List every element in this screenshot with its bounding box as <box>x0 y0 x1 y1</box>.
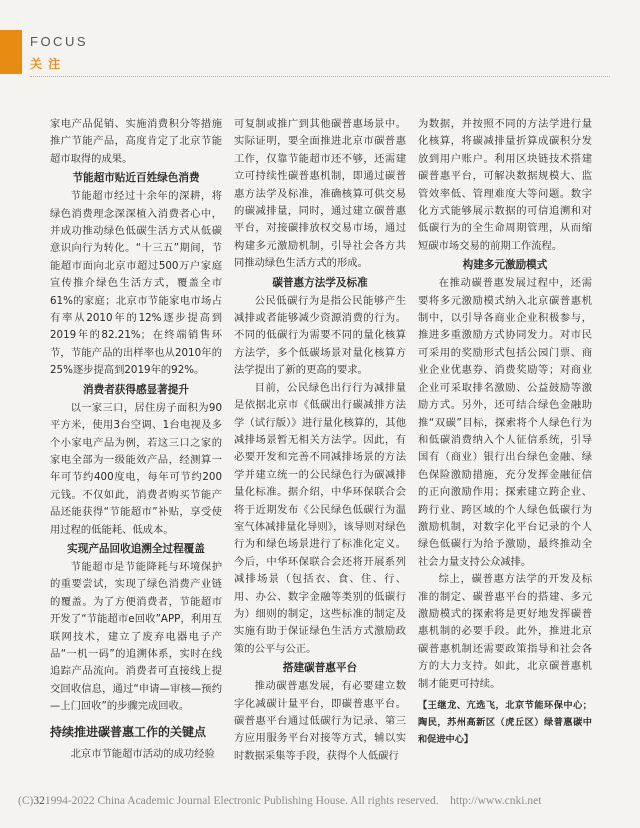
copyright-text: 1994-2022 China Academic Journal Electronic Publishing House. All rights reserved. <box>44 795 439 807</box>
section-heading: 构建多元激励模式 <box>462 259 548 272</box>
paragraph: 家电产品促销、实施消费积分等措施推广节能产品，高度肯定了北京节能超市取得的成果。 <box>50 118 222 165</box>
paragraph: 可复制或推广到其他碳普惠场景中。实际证明，要全面推进北京市碳普惠工作，仅靠节能超市还不够，还需建立可持续性碳普惠机制，即通过碳普惠方法学及标准，准确核算可供交易的碳减排量，同时，通过建立碳普惠平台，对接碳排放权交易市场，通过构建多元激励机制，引导社会各方共同推动绿色生活方式的形成。 <box>234 118 406 270</box>
column-2 <box>234 116 406 765</box>
section-marker-bar <box>0 30 22 74</box>
paragraph: 北京市节能超市活动的成功经验 <box>70 747 215 760</box>
paragraph: 推动碳普惠发展，有必要建立数字化减碳计量平台，即碳普惠平台。碳普惠平台通过低碳行为记录、第三方应用服务平台对接等方式，辅以实时数据采集等手段，获得个人低碳行 <box>234 680 406 762</box>
footer-url[interactable]: http://www.cnki.net <box>450 795 542 807</box>
section-heading: 消费者获得感显著提升 <box>83 383 189 396</box>
paragraph: 以一家三口，居住房子面积为90平方米，使用3台空调、1台电视及多个小家电产品为例，若这三口之家的家电全部为一级能效产品，经测算一年可节约400度电，每年可节约200元钱。不仅如此，消费者购买节能产品还能获得“节能超市”补贴，享受使用过程的低能耗、低成本。 <box>50 401 222 536</box>
author-credit: 【王继龙、亢选飞，北京节能环保中心；陶民，苏州高新区（虎丘区）绿普惠碳中和促进中心】 <box>418 700 592 745</box>
paragraph: 公民低碳行为是指公民能够产生减排或者能够减少资源消费的行为。不同的低碳行为需要不同的量化核算方法学，多个低碳场景对量化核算方法学提出了新的更高的要求。 <box>234 294 406 377</box>
paragraph: 目前，公民绿色出行行为减排量是依据北京市《低碳出行碳减排方法学（试行版）》进行量化核算的，其他减排场景暂无相关方法学。因此，有必要开发和完善不同减排场景的方法学并建立统一的公民绿色行为碳减排量化标准。据介绍，中华环保联合会将于近期发布《公民绿色低碳行为温室气体减排量化导则》，该导则对绿色行为和绿色场景进行了标准化定义。今后，中华环保联合会还将开展系列减排场景（包括衣、食、住、行、用、办公、数字金融等类别的低碳行为）细则的制定，这些标准的制定及实施有助于保证绿色生活方式激励政策的公平与公正。 <box>234 381 406 655</box>
section-heading: 节能超市贴近百姓绿色消费 <box>72 172 200 185</box>
section-label-en: FOCUS <box>30 34 88 49</box>
header-divider <box>30 76 610 77</box>
column-3 <box>418 116 592 748</box>
page-number: 32 <box>33 795 45 807</box>
section-heading: 碳普惠方法学及标准 <box>272 276 368 289</box>
paragraph: 为数据，并按照不同的方法学进行量化核算，将碳减排量折算成碳积分发放到用户账户。利用区块链技术搭建碳普惠平台，可解决数据规模大、监管效率低、管理难度大等问题。数字化方式能够展示数据的可信追溯和对低碳行为的全生命周期管理，从而缩短碳市场交易的前期工作流程。 <box>418 118 592 252</box>
section-label-cn: 关 注 <box>30 57 62 71</box>
column-1 <box>50 116 222 763</box>
paragraph: 节能超市是节能降耗与环境保护的重要尝试，实现了绿色消费产业链的覆盖。为了方便消费者，节能超市开发了“节能超市e回收”APP，利用互联网技术，建立了废弃电器电子产品“一机一码”的追溯体系，实时在线追踪产品流向。消费者可直接线上提交回收信息，通过“申请—审核—预约—上门回收”的步骤完成回收。 <box>50 560 222 713</box>
page-footer <box>18 795 541 807</box>
copyright-mark: (C) <box>18 795 34 807</box>
paragraph: 节能超市经过十余年的深耕，将绿色消费理念深深植入消费者心中，并成功推动绿色低碳生活方式从低碳意识向行为转化。“十三五”期间，节能超市面向北京市超过500万户家庭宣传推介绿色生活方式，覆盖全市61%的家庭；北京市节能家电市场占有率从2010年的12%逐步提高到2019年的82.21%；在终端销售环节，节能产品的出样率也从2010年的25%逐步提高到2019年的92%。 <box>50 190 222 377</box>
section-heading: 实现产品回收追溯全过程覆盖 <box>67 542 205 555</box>
section-heading: 搭建碳普惠平台 <box>282 662 358 675</box>
paragraph: 在推动碳普惠发展过程中，还需要将多元激励模式纳入北京碳普惠机制中，以引导各商业企业积极参与，推进多重激励方式协同发力。对市民可采用的奖励形式包括公园门票、商业企业优惠券、消费奖励等；对商业企业可采取排名激励、公益鼓励等激励方式。另外，还可结合绿色金融助推“双碳”目标，探索将个人绿色行为和低碳消费纳入个人征信系统，引导国有（商业）银行出台绿色金融、绿色保险激励措施，充分发挥金融征信的正向激励作用；探索建立跨企业、跨行业、跨区域的个人绿色低碳行为激励机制，对数字化平台记录的个人绿色低碳行为给予激励，最终推动全社会力量支持公众减排。 <box>418 277 592 568</box>
paragraph: 综上，碳普惠方法学的开发及标准的制定、碳普惠平台的搭建、多元激励模式的探索将是更好地发挥碳普惠机制的必要手段。此外，推进北京碳普惠机制还需要政策指导和社会各方的大力支持。如此，北京碳普惠机制才能更可持续。 <box>418 573 592 690</box>
major-heading: 持续推进碳普惠工作的关键点 <box>50 724 207 739</box>
